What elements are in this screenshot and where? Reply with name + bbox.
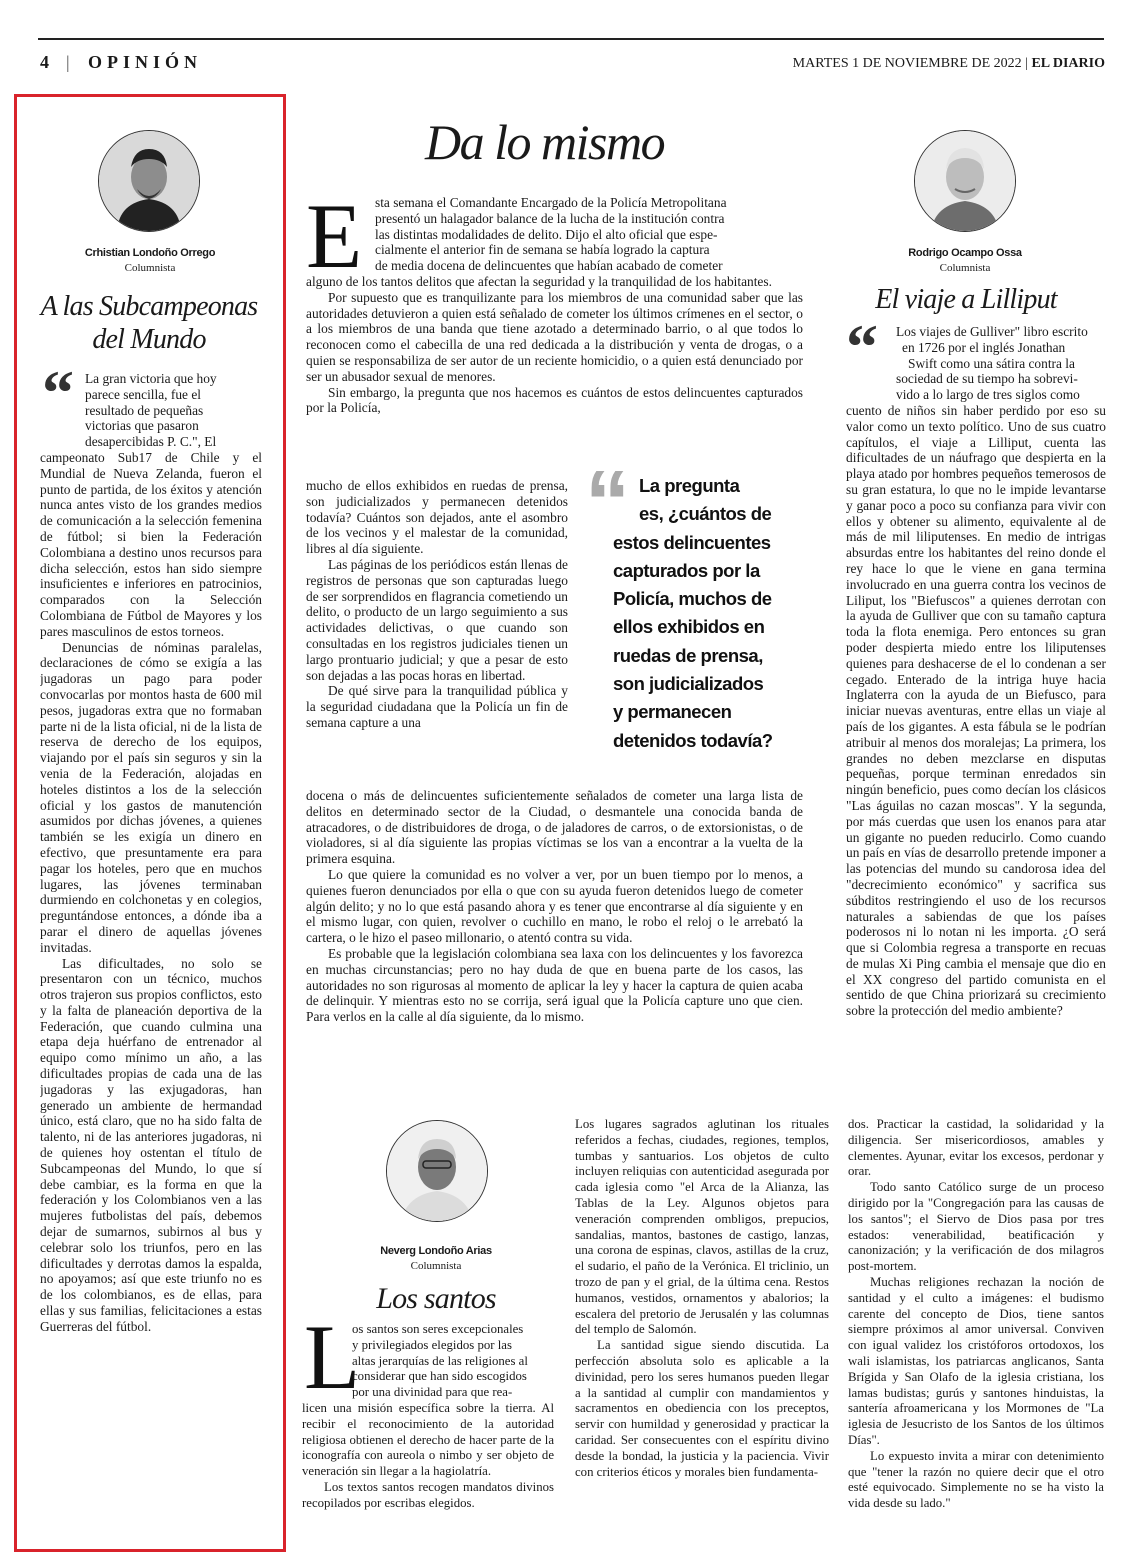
pull-line: son judicializados <box>613 673 764 695</box>
date-separator: | <box>1021 56 1032 71</box>
author-photo-right <box>914 130 1016 232</box>
pull-line: capturados por la <box>613 559 760 581</box>
bottom-col-2 <box>575 1117 829 1480</box>
paragraph: Los lugares sagrados aglutinan los rituales referidos a fechas, ciudades, regiones, templos, tumbas y santuarios. Los objetos de culto incluyen reliquias con autenticidad asegurada por cada iglesia como "el Arca de la Alianza, las Tablas de la Ley. Algunos objetos para veneración comprenden ombligos, prepucios, sandalias, mantos, bastones de castigo, lanzas, una corona de espinas, clavos, astillas de la cruz, el sudario, el paño de la Verónica. El triclinio, un trozo de pan y el grial, de la última cena. Restos humanos, vestidos, ornamentos y abalorios; la escalera del pretorio de Jerusalén y las columnas del templo de Salomón. <box>575 1117 829 1337</box>
intro-line: La gran victoria que hoy <box>85 371 217 386</box>
title-line-1: A las Subcampeonas <box>40 291 258 322</box>
main-body-narrow <box>306 478 568 731</box>
intro-lines-right <box>896 324 1108 403</box>
page-number: 4 <box>40 52 50 72</box>
paragraph: mucho de ellos exhibidos en ruedas de prensa, son judicializados y permanecen detenidos todavía? Cuántos son dejados, ante el asombro de los vecinos y el malestar de la comunidad, libres al día siguiente. <box>306 478 568 557</box>
paragraph: Por supuesto que es tranquilizante para los miembros de una comunidad saber que las autoridades detuvieron a quien está señalado de cometer los últimos crímenes en el sector, o a los miembros de una banda que tiene azotado a determinado barrio, o al que todos lo reconocen como el cabecilla de una red dedicada a la distribución y venta de drogas, o a quien se responsabiliza de ser autor de un reciente homicidio, o a quien está denunciado por ser un abusador sexual de menores. <box>306 289 803 384</box>
header-rule <box>38 38 1104 40</box>
pull-quote <box>613 472 813 755</box>
paragraph: Denuncias de nóminas paralelas, declaraciones de cómo se exigía a las jugadoras un pago para poder convocarlas por montos hasta de 600 mil pesos, jugadoras extra que no formaban parte ni de la lista oficial, ni de la lista de reserva de derecho de los equipos, viajando por el país sin seguros y sin la venia de la Federación, alojadas en hoteles distintos a los de la selección oficial y los gastos de manutención asumidos por dichas jóvenes, a quienes también se les exigía un dinero en efectivo, que presuntamente era para pagar los hoteles, pero que en muchos lugares, las jóvenes terminaban durmiendo en colchonetas y en colegios, preguntándose entonces, a dónde iba a parar el dinero de aquellas jóvenes invitadas. <box>40 639 262 955</box>
intro-line: vido a lo largo de tres siglos como <box>896 387 1080 403</box>
pull-line: ruedas de prensa, <box>613 644 763 666</box>
pull-line: estos delincuentes <box>613 531 771 553</box>
paragraph: La santidad sigue siendo discutida. La perfección absoluta solo es aplicable a la divinidad, pero los seres humanos pueden llegar a la santidad al cumplir con mandamientos y sacramentos en obediencia con los preceptos, servir con humildad y generosidad y practicar la caridad. Ser consecuentes con el espíritu divino desde la bondad, la justicia y la paciencia. Vivir con criterios éticos y morales bien fundamenta- <box>575 1338 829 1479</box>
text-line: por una divinidad para que rea- <box>352 1385 513 1400</box>
column-body-left <box>40 450 262 1544</box>
paragraph: Todo santo Católico surge de un proceso dirigido por la "Congregación para las causas de los santos"; el Siervo de Dios pasa por tres estados: venerabilidad, beatificación y canonización; y la verificación de dos milagros post-mortem. <box>848 1180 1104 1274</box>
intro-line: resultado de pequeñas <box>85 402 204 418</box>
paragraph: alguno de los tantos delitos que afectan la seguridad y la tranquilidad de los habitantes. <box>306 274 772 289</box>
intro-lines-left <box>85 371 260 450</box>
intro-line: victorias que pasaron <box>85 418 199 434</box>
intro-line: desapercibidas P. C.", El <box>85 434 217 450</box>
text-line: altas jerarquías de las religiones al <box>352 1353 528 1368</box>
intro-line: parece sencilla, fue el <box>85 386 201 402</box>
author-name-left: Crhistian Londoño Orrego <box>84 247 216 259</box>
drop-cap-bottom: L <box>304 1306 361 1408</box>
quote-mark-right: “ <box>846 311 878 382</box>
main-body-bottom <box>306 788 803 1025</box>
paragraph: Muchas religiones rechazan la noción de santidad y el culto a imágenes: el budismo carente del concepto de Dios, tiene santos siempre próximos al amor universal. Conviven con igual validez los cristóforos ortodoxos, los wali islamistas, los patriarcas anglicanos, Santa Brígida y San Olafo de la iglesia cristiana, los lamas budistas; gurús y santones hinduistas, la santería afroamericana y los Mormones de "La iglesia de Jesucristo de los Santos de los últimos Días". <box>848 1274 1104 1447</box>
text-line: de media docena de delincuentes que habían acabado de cometer <box>375 258 723 274</box>
intro-line: Los viajes de Gulliver" libro escrito <box>896 324 1088 339</box>
paragraph: Lo que quiere la comunidad es no volver a ver, por un buen tiempo por lo menos, a quienes fueron denunciados por ella o que con su ayuda fueron detenidos luego de cometer algún delito; y no lo que está pasando ahora y es tener que encontrarse al día siguiente y en el mismo lugar, con quien, revolver o cuchillo en mano, le robo el reloj o le arrebató la cartera, o le hizo el paseo millonario, o atentó contra su vida. <box>306 866 803 946</box>
author-role-bottom: Columnista <box>410 1260 462 1272</box>
bottom-col-1 <box>302 1401 554 1512</box>
bottom-col-3 <box>848 1117 1104 1512</box>
author-role-left: Columnista <box>124 262 176 274</box>
date-text: MARTES 1 DE NOVIEMBRE DE 2022 <box>792 56 1022 71</box>
paragraph: Los textos santos recogen mandatos divinos recopilados por escribas elegidos. <box>302 1479 554 1510</box>
pull-line: Policía, muchos de <box>613 588 772 610</box>
intro-line: en 1726 por el inglés Jonathan <box>902 339 1066 355</box>
text-line: y privilegiados elegidos por las <box>352 1337 512 1352</box>
intro-line: sociedad de su tiempo ha sobrevi- <box>896 371 1078 387</box>
text-line: os santos son seres excepcionales <box>352 1322 524 1336</box>
column-body-right <box>846 403 1106 1019</box>
paragraph: De qué sirve para la tranquilidad pública y la seguridad ciudadana que la Policía un fin de semana capture a una <box>306 683 568 730</box>
author-name-bottom: Neverg Londoño Arias <box>380 1245 492 1257</box>
title-line-2: del Mundo <box>92 324 206 355</box>
header-separator: | <box>66 52 70 72</box>
cap-lines-bottom <box>352 1322 552 1401</box>
quote-mark-left: “ <box>42 357 74 428</box>
paragraph: Es probable que la legislación colombiana sea laxa con los delincuentes y los favorezca en muchas circunstancias; pero no hay duda de que en buena parte de los casos, las autoridades no son rigurosas al momento de aplicar la ley y hacer la captura de quien acaba de delinquir. Y mientras esto no se corrija, será igual que la Policía capture uno que cien. Para verlos en la calle al día siguiente, da lo mismo. <box>306 945 803 1025</box>
paragraph: licen una misión específica sobre la tierra. Al recibir el reconocimiento de la autoridad religiosa obtienen el derecho de hacer parte de la iconografía con aureola o nimbo y ser objeto de veneración sin llegar a la hagiolatría. <box>302 1401 554 1479</box>
text-line: las distintas modalidades de delito. Dijo el alto oficial que espe- <box>375 226 718 242</box>
paragraph: docena o más de delincuentes suficientemente señalados de cometer una larga lista de delitos en determinado sector de la Ciudad, o desmantele una conocida banda de atracadores, o de distribuidores de droga, o de jaladores de carros, o de extorsionistas, o de violadores, si al día siguiente las propias víctimas se los van a encontrar a la vuelta de la primera esquina. <box>306 788 803 867</box>
pull-quote-mark: “ <box>585 453 630 553</box>
author-photo-left <box>98 130 200 232</box>
pull-line: ellos exhibidos en <box>613 616 765 638</box>
paragraph: cuento de niños sin haber perdido por eso su valor como un texto político. Uno de sus cuatro capítulos, el viaje a Lilliput, cuenta las dificultades de un náufrago que despierta en la playa atado por hombres pequeños temerosos de su gran estatura, lo que no le impide levantarse y ganar poco a poco su confianza para vivir con ellos y obtener su alimento, equivalente al de más de mil liliputenses. En medio de intrigas absurdas entre los habitantes del reino donde el rey hace lo que le viene en gana termina involucrado en una guerra contra los vecinos de Liliput, los "Biefuscos" a quienes derrotan con la ayuda de Gulliver que con su tamaño captura toda la flota enemiga. Pero entonces su gran poder despierta miedo entre los liliputenses quienes para deshacerse de el lo condenan a ser cegado. Enterado de la intriga huye hacia Inglaterra con la ayuda de un Biefusco, para iniciar nuevas aventuras, entre ellas un viaje al país de los gigantes. A esta fábula se le podrían atribuir al menos dos moralejas; La primera, los grandes no deben mezclarse en disputas pequeñas, porque terminan enredados sin ningún beneficio, pues como decían los clásicos "Las águilas no cazan moscas". Y la segunda, por más cuerdas que usen los enanos para atar un gigante no pueden reducirlo. Como cuando un país en vías de desarrollo pretende imponer a las potencias del mundo su candorosa idea del "decrecimiento económico" y sacrifica sus súbditos restringiendo el uso de los recursos naturales a sabiendas de que los países poderosos ni lo notan ni les importa. ¿O será que si Colombia regresa a transporte en recuas de mulas Xi Ping cambia el mensaje que dio en el XX congreso del partido comunista en el sentido de que China priorizará su crecimiento sobre la protección del medio ambiente? <box>846 403 1106 1019</box>
newspaper-name: EL DIARIO <box>1031 56 1105 71</box>
pull-line: La pregunta <box>639 475 740 496</box>
column-title-right: El viaje a Lilliput <box>875 284 1057 315</box>
pull-line: es, ¿cuántos de <box>639 503 772 525</box>
text-line: cialmente el anterior fin de semana se había logrado la captura <box>375 242 710 258</box>
main-title: Da lo mismo <box>425 114 665 170</box>
text-line: considerar que han sido escogidos <box>352 1369 527 1384</box>
author-role-right: Columnista <box>939 262 991 274</box>
main-body-top <box>306 274 803 416</box>
paragraph: Las dificultades, no solo se presentaron con un técnico, muchos otros trajeron sus propios conflictos, esto y la falta de planeación deportiva de la Federación, que cuando culmina una etapa deja huérfano de entrenador al equipo como mínimo un año, a las dificultades propias de cada una de las jugadoras y las exjugadoras, han generado un ambiente de hermandad único, está claro, que no ha sido falta de talento, ni de las anteriores jugadoras, ni de quienes hoy ostentan el título de Subcampeonas del Mundo, lo que sí debe cambiar, es la forma en que la federación y los Colombianos ven a las mujeres futbolistas del país, debemos dejar de sumarnos, subirnos al bus y celebrar solo los triunfos, pero en las dificultades y derrotas damos la espalda, no apoyamos; así que este triunfo no es de los colombianos, es de ellas, para ellas y sus familias, felicitaciones a estas Guerreras del fútbol. <box>40 955 262 1334</box>
cap-lines <box>375 195 800 274</box>
paragraph: Lo expuesto invita a mirar con detenimiento que "tener la razón no quiere decir que el otro esté equivocado. Simplemente no se ha visto la vida desde su lado." <box>848 1448 1104 1511</box>
section-name: OPINIÓN <box>88 52 203 72</box>
paragraph: Sin embargo, la pregunta que nos hacemos es cuántos de estos delincuentes capturados por la Policía, <box>306 384 803 416</box>
column-title-left <box>24 290 274 356</box>
text-line: presentó un halagador balance de la lucha de la institución contra <box>375 210 725 226</box>
paragraph: dos. Practicar la castidad, la solidaridad y la diligencia. Ser misericordiosos, amables y clementes. Ayunar, evitar los excesos, perdonar y orar. <box>848 1117 1104 1179</box>
text-line: sta semana el Comandante Encargado de la Policía Metropolitana <box>375 195 727 210</box>
intro-line: Swift como una sátira contra la <box>908 355 1075 371</box>
author-name-right: Rodrigo Ocampo Ossa <box>908 247 1022 259</box>
pull-line: y permanecen <box>613 701 732 723</box>
drop-cap: E <box>306 185 363 287</box>
paragraph: Las páginas de los periódicos están llenas de registros de personas que son capturadas luego de ser sorprendidos en flagrancia cometiendo un delito, o producto de un largo seguimiento a sus actividades delictivas, o que cuando son consultadas en los registros judiciales tienen un largo prontuario judicial; y que a pesar de esto son dejadas a las pocas horas en libertad. <box>306 556 568 683</box>
header-date <box>793 56 1105 72</box>
paragraph: campeonato Sub17 de Chile y el Mundial de Nueva Zelanda, fueron el punto de partida, de los éxitos y atención nunca antes visto de los grandes medios de comunicación a la selección femenina de fútbol; si bien la Federación Colombiana a destino unos recursos para dicha selección, estos han sido siempre insuficientes e inferiores en patrocinios, comparados con la Selección Colombiana de Fútbol de Mayores y los pares masculinos de estos torneos. <box>40 450 262 639</box>
column-title-bottom: Los santos <box>376 1282 496 1315</box>
author-photo-bottom <box>386 1120 488 1222</box>
pull-line: detenidos todavía? <box>613 729 773 751</box>
